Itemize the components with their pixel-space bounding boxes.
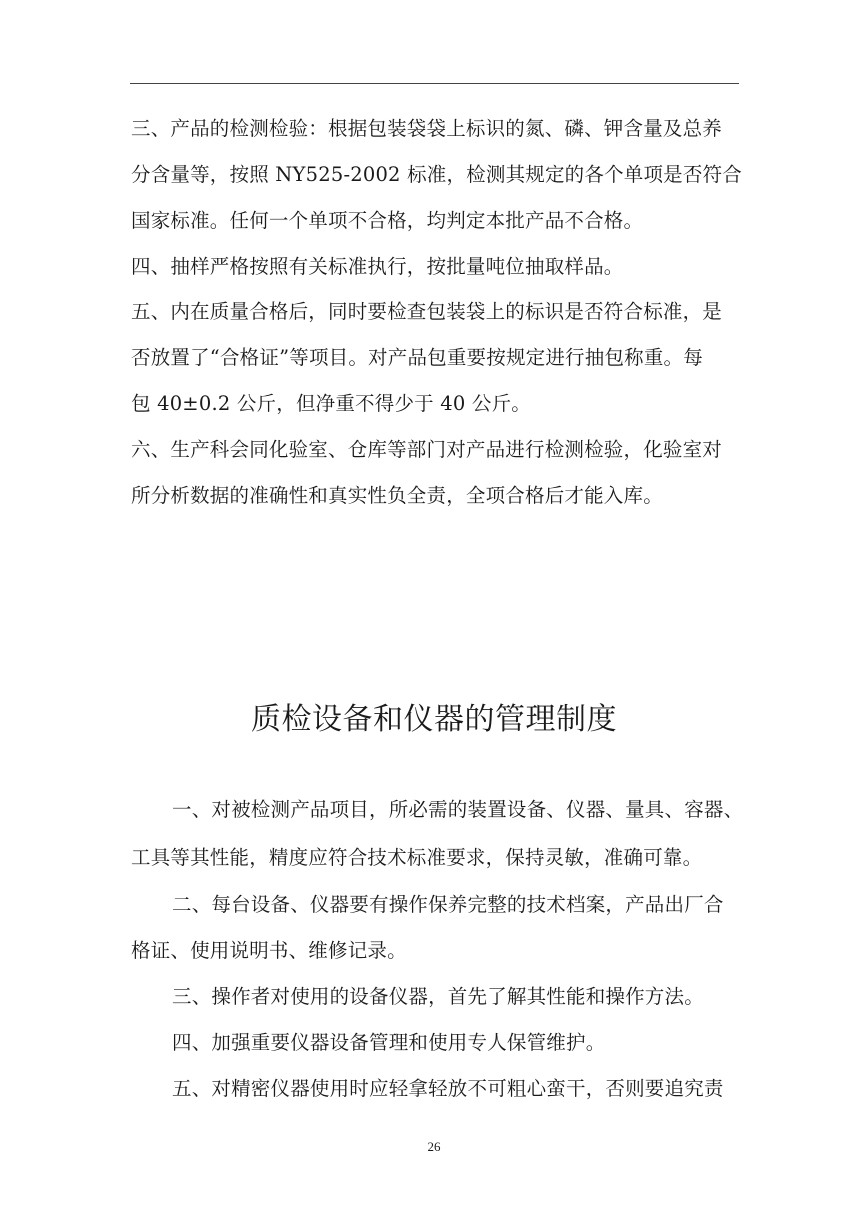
page-number: 26 (427, 1139, 441, 1154)
text-line: 六、生产科会同化验室、仓库等部门对产品进行检测检验，化验室对 (131, 438, 723, 461)
text-line: 国家标准。任何一个单项不合格，均判定本批产品不合格。 (131, 209, 644, 232)
section-title: 质检设备和仪器的管理制度 (251, 702, 617, 737)
text-line: 五、内在质量合格后，同时要检查包装袋上的标识是否符合标准，是 (131, 300, 723, 323)
text-line: 否放置了“合格证”等项目。对产品包重要按规定进行抽包称重。每 (131, 346, 703, 369)
text-line: 包 40±0.2 公斤，但净重不得少于 40 公斤。 (131, 392, 531, 415)
text-line: 分含量等，按照 NY525-2002 标准，检测其规定的各个单项是否符合 (131, 163, 742, 186)
text-line: 所分析数据的准确性和真实性负全责，全项合格后才能入库。 (131, 484, 663, 507)
text-line: 二、每台设备、仪器要有操作保养完整的技术档案，产品出厂合 (172, 893, 724, 916)
text-line: 三、操作者对使用的设备仪器，首先了解其性能和操作方法。 (172, 985, 704, 1008)
text-line: 五、对精密仪器使用时应轻拿轻放不可粗心蛮干，否则要追究责 (172, 1077, 724, 1100)
text-line: 三、产品的检测检验：根据包装袋袋上标识的氮、磷、钾含量及总养 (131, 117, 723, 140)
text-line: 一、对被检测产品项目，所必需的装置设备、仪器、量具、容器、 (172, 798, 744, 821)
text-line: 四、抽样严格按照有关标准执行，按批量吨位抽取样品。 (131, 255, 624, 278)
text-line: 格证、使用说明书、维修记录。 (131, 939, 407, 962)
header-rule (130, 83, 739, 84)
text-line: 四、加强重要仪器设备管理和使用专人保管维护。 (172, 1031, 606, 1054)
text-line: 工具等其性能，精度应符合技术标准要求，保持灵敏，准确可靠。 (131, 846, 703, 869)
